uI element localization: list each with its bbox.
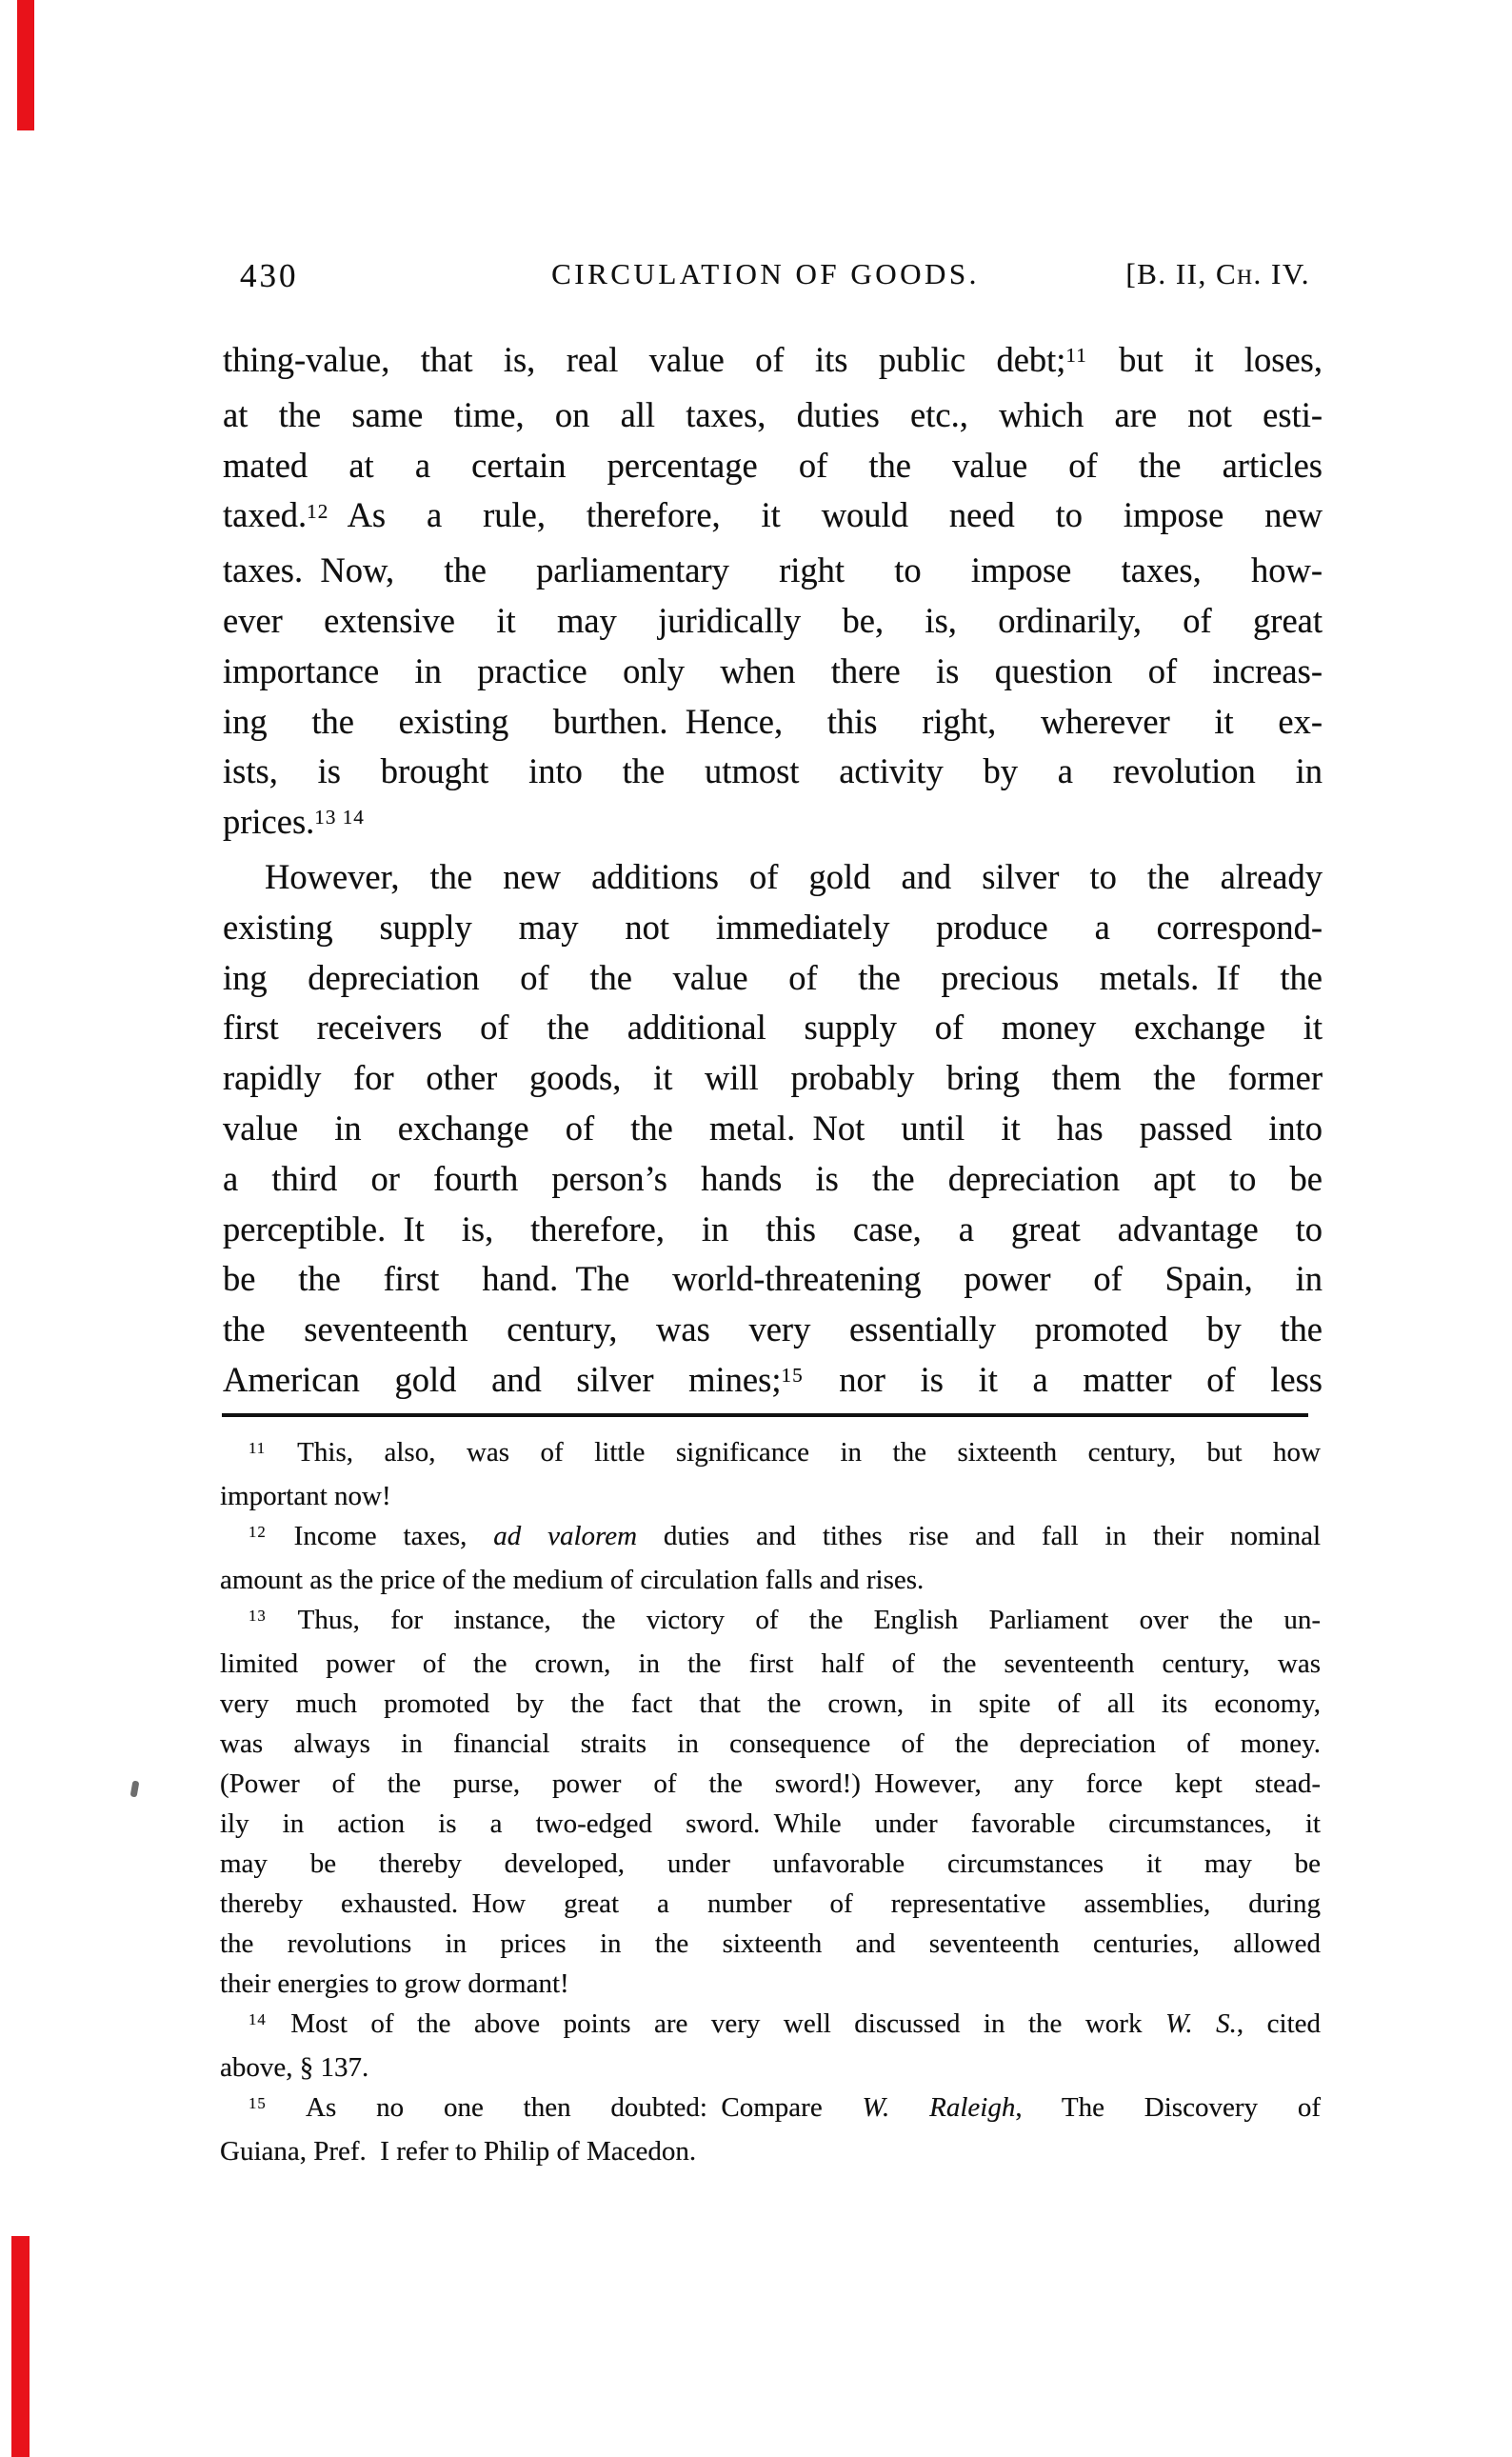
text-line — [223, 797, 1323, 852]
text-run: ing the existing burthen. Hence, this right, wherever it ex- — [223, 701, 1323, 741]
superscript-marker: 12 — [249, 1523, 267, 1542]
text-line — [220, 1764, 1321, 1804]
text-run: As no one then doubted: Compare — [267, 2092, 863, 2123]
text-run: rapidly for other goods, it will probably bring them the former — [223, 1058, 1323, 1098]
footnote-15 — [220, 2087, 1321, 2171]
text-line — [223, 697, 1323, 748]
text-line — [220, 1600, 1321, 1644]
text-run: As a rule, therefore, it would need to impose new — [329, 495, 1323, 535]
text-line — [220, 2004, 1321, 2048]
superscript-marker: 14 — [249, 2010, 267, 2029]
text-run: ily in action is a two-edged sword. While under favorable circumstances, it — [220, 1808, 1321, 1839]
superscript-marker: 12 — [307, 499, 329, 523]
text-line — [220, 1724, 1321, 1764]
text-run: ever extensive it may juridically be, is, ordinarily, of great — [223, 600, 1323, 640]
chapter-reference: [B. II, Ch. IV. — [1125, 257, 1310, 290]
text-line — [223, 1053, 1323, 1104]
body-paragraph-1 — [223, 335, 1323, 852]
text-line — [223, 1254, 1323, 1305]
text-run: first receivers of the additional supply of money exchange it — [223, 1008, 1323, 1048]
text-run: taxed. — [223, 495, 308, 535]
text-line — [223, 1205, 1323, 1255]
text-line — [220, 2131, 1321, 2171]
text-run: existing supply may not immediately produce a correspond- — [223, 907, 1323, 947]
text-run: a third or fourth person’s hands is the depreciation apt to be — [223, 1158, 1323, 1198]
text-run: duties and tithes rise and fall in their nominal — [637, 1521, 1322, 1551]
text-run: This, also, was of little significance in the sixteenth century, but how — [267, 1437, 1321, 1468]
text-line — [223, 1104, 1323, 1154]
text-line — [220, 2048, 1321, 2087]
text-line — [220, 1432, 1321, 1476]
text-line — [220, 1644, 1321, 1684]
text-line — [220, 1804, 1321, 1844]
text-run: , The Discovery of — [1015, 2092, 1321, 2123]
footnote-14 — [220, 2004, 1321, 2087]
text-run: limited power of the crown, in the first half of the seventeenth century, was — [220, 1648, 1321, 1679]
text-run: mated at a certain percentage of the value of the articles — [223, 445, 1323, 485]
text-line — [223, 390, 1323, 441]
text-run: (Power of the purse, power of the sword!) However, any force kept stead- — [220, 1768, 1321, 1799]
superscript-marker: 13 14 — [314, 806, 365, 829]
text-run: their energies to grow dormant! — [220, 1968, 569, 1999]
footnotes-block — [220, 1432, 1321, 2171]
text-line — [223, 546, 1323, 596]
superscript-marker: 15 — [781, 1364, 804, 1388]
text-line — [220, 1964, 1321, 2004]
superscript-marker: 11 — [249, 1439, 267, 1458]
text-run: very much promoted by the fact that the crown, in spite of all its economy, — [220, 1688, 1321, 1719]
text-run: However, the new additions of gold and silver to the already — [265, 856, 1323, 896]
text-line — [223, 1355, 1323, 1410]
text-line — [223, 1305, 1323, 1355]
text-run: American gold and silver mines; — [223, 1359, 782, 1399]
text-line — [220, 1560, 1321, 1600]
footnote-13 — [220, 1600, 1321, 2004]
text-line — [223, 953, 1323, 1004]
footnote-12 — [220, 1516, 1321, 1600]
superscript-marker: 15 — [249, 2094, 267, 2113]
text-line — [220, 1476, 1321, 1516]
text-line — [223, 335, 1323, 390]
red-scan-mark-top — [17, 0, 34, 130]
text-run: the seventeenth century, was very essentially promoted by the — [223, 1309, 1323, 1349]
footnote-separator-rule — [222, 1413, 1308, 1417]
superscript-marker: 13 — [249, 1607, 267, 1626]
text-run: be the first hand. The world-threatening power of Spain, in — [223, 1259, 1323, 1299]
footnote-11 — [220, 1432, 1321, 1516]
body-paragraph-2 — [223, 852, 1323, 1410]
text-run: , cited — [1236, 2008, 1322, 2039]
text-line — [220, 1516, 1321, 1560]
text-run: but it loses, — [1087, 340, 1323, 379]
red-scan-mark-bottom — [11, 2236, 30, 2457]
text-line — [223, 852, 1323, 903]
text-run: value in exchange of the metal. Not until it has passed into — [223, 1108, 1323, 1148]
text-run: Thus, for instance, the victory of the English Parliament over the un- — [267, 1605, 1321, 1635]
text-run: importance in practice only when there is question of increas- — [223, 650, 1323, 690]
superscript-marker: 11 — [1065, 344, 1087, 368]
body-text — [223, 335, 1323, 1410]
text-run: above, § 137. — [220, 2052, 369, 2083]
text-line — [220, 1844, 1321, 1884]
text-run: the revolutions in prices in the sixteenth and seventeenth centuries, allowed — [220, 1928, 1321, 1959]
text-line — [220, 2087, 1321, 2131]
text-run: Guiana, Pref. I refer to Philip of Macedon. — [220, 2136, 697, 2167]
text-run: amount as the price of the medium of circulation falls and rises. — [220, 1565, 925, 1595]
text-run: nor is it a matter of less — [804, 1359, 1323, 1399]
text-run: was always in financial straits in consequence of the depreciation of money. — [220, 1728, 1321, 1759]
text-line — [220, 1924, 1321, 1964]
text-run: may be thereby developed, under unfavorable circumstances it may be — [220, 1848, 1321, 1879]
text-run: thereby exhausted. How great a number of representative assemblies, during — [220, 1888, 1321, 1919]
text-run: thing-value, that is, real value of its public debt; — [223, 340, 1066, 379]
text-run: ists, is brought into the utmost activity by a revolution in — [223, 751, 1323, 791]
text-line — [223, 490, 1323, 546]
italic-text: ad valorem — [493, 1521, 638, 1551]
running-title: CIRCULATION OF GOODS. — [551, 257, 980, 290]
text-run: prices. — [223, 802, 315, 842]
italic-text: W. Raleigh — [862, 2092, 1016, 2123]
text-line — [223, 903, 1323, 953]
text-run: perceptible. It is, therefore, in this case, a great advantage to — [223, 1209, 1323, 1248]
text-line — [223, 596, 1323, 647]
text-run: ing depreciation of the value of the precious metals. If the — [223, 957, 1323, 997]
text-line — [223, 1154, 1323, 1205]
text-line — [223, 1003, 1323, 1053]
text-run: important now! — [220, 1481, 391, 1511]
page-number: 430 — [240, 257, 299, 294]
text-line — [220, 1884, 1321, 1924]
italic-text: W. S. — [1164, 2008, 1237, 2039]
text-line — [223, 747, 1323, 797]
text-run: at the same time, on all taxes, duties etc., which are not esti- — [223, 394, 1323, 434]
text-run: taxes. Now, the parliamentary right to impose taxes, how- — [223, 550, 1323, 590]
ink-speck-artifact — [130, 1781, 140, 1798]
text-run: Most of the above points are very well discussed in the work — [267, 2008, 1165, 2039]
text-line — [223, 441, 1323, 491]
text-line — [223, 647, 1323, 697]
text-line — [220, 1684, 1321, 1724]
text-run: Income taxes, — [267, 1521, 494, 1551]
